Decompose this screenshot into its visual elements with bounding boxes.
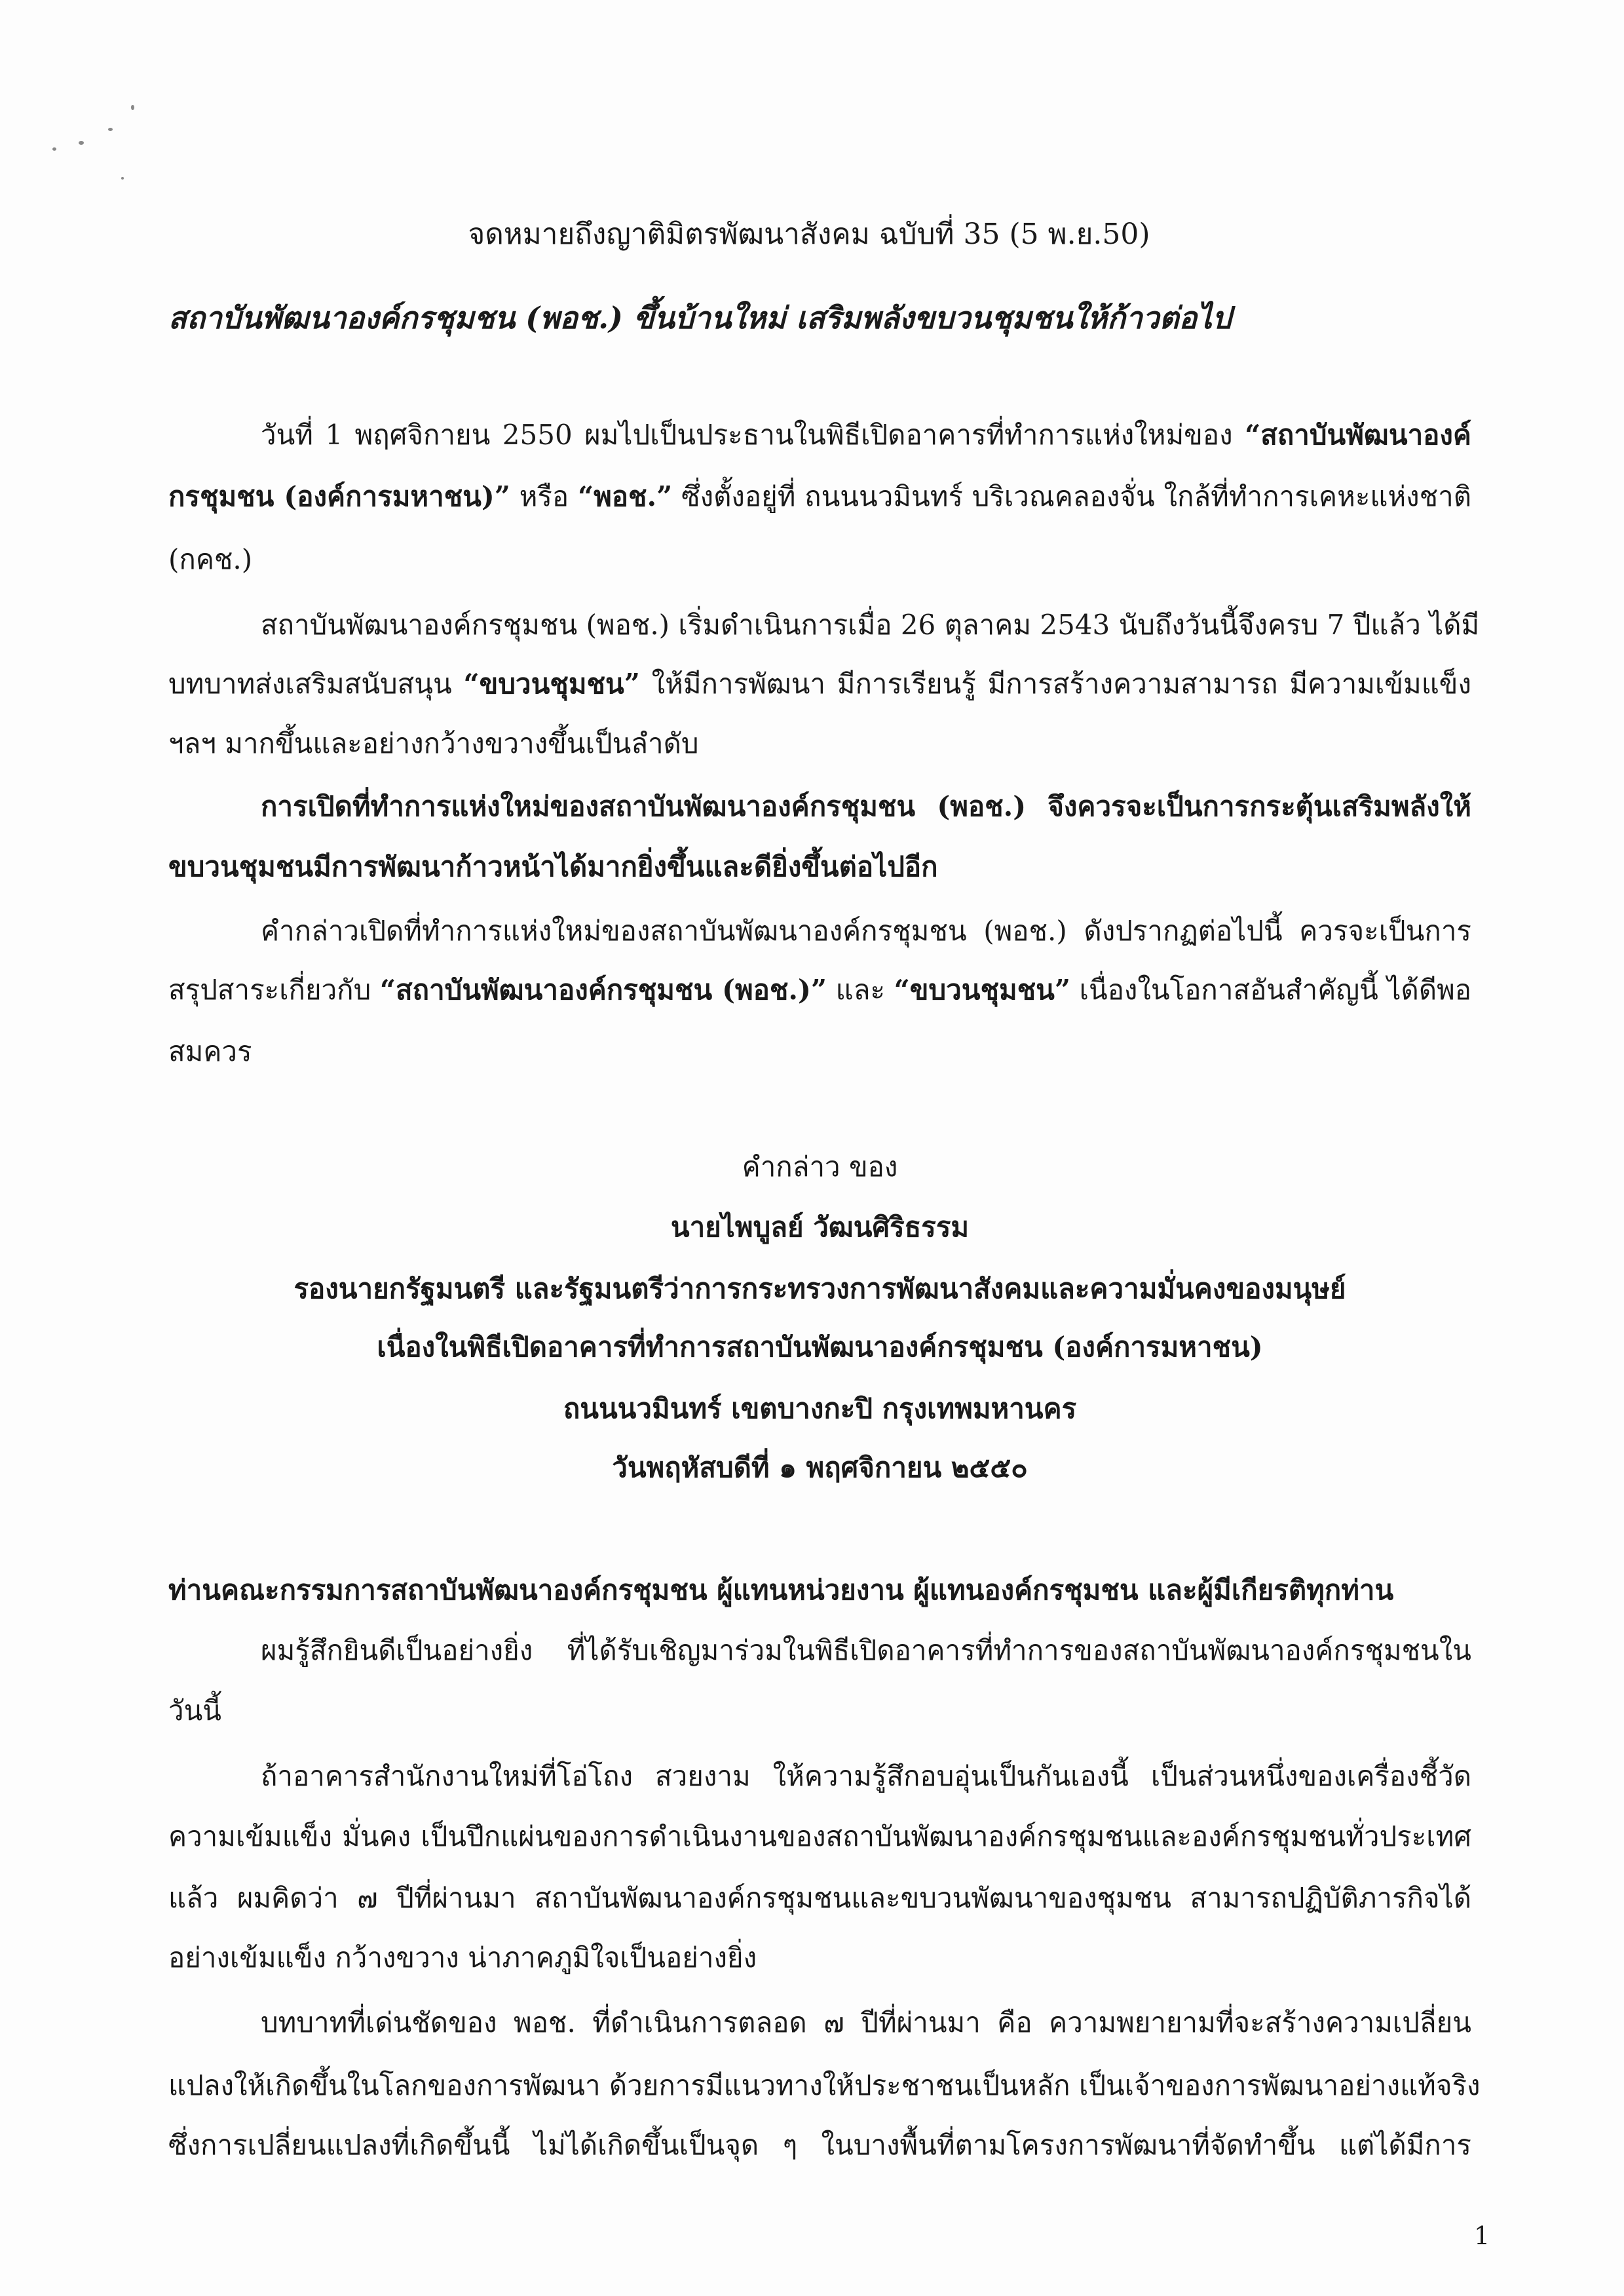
text: สมควร (168, 1035, 252, 1067)
text-line (261, 415, 1471, 455)
text: วันที่ 1 พฤศจิกายน 2550 ผมไปเป็นประธานในพิธีเปิดอาคารที่ทำการแห่งใหม่ของ (261, 419, 1245, 451)
text: ซึ่งตั้งอยู่ที่ ถนนนวมินทร์ บริเวณคลองจั่น ใกล้ที่ทำการเคหะแห่งชาติ (672, 480, 1472, 512)
scan-speck (121, 177, 124, 180)
document-subtitle: สถาบันพัฒนาองค์กรชุมชน (พอช.) ขึ้นบ้านใหม่ เสริมพลังขบวนชุมชนให้ก้าวต่อไป (168, 300, 1232, 335)
document-title: จดหมายถึงญาติมิตรพัฒนาสังคม ฉบับที่ 35 (5 พ.ย.50) (468, 218, 1150, 251)
text-line (168, 847, 1471, 887)
speech-heading-line (168, 1328, 1471, 1367)
text-line (261, 2003, 1471, 2042)
scan-speck (108, 128, 113, 131)
bold-text: “ขบวนชุมชน” (463, 668, 640, 700)
bold-text: ขบวนชุมชนมีการพัฒนาก้าวหน้าได้มากยิ่งขึ้นและดียิ่งขึ้นต่อไปอีก (168, 851, 938, 883)
text: วันนี้ (168, 1694, 222, 1727)
speech-heading-line (168, 1269, 1471, 1309)
text-line (168, 1032, 1471, 1071)
bold-text: รองนายกรัฐมนตรี และรัฐมนตรีว่าการกระทรวงการพัฒนาสังคมและความมั่นคงของมนุษย์ (293, 1272, 1346, 1305)
text-line (168, 970, 1471, 1010)
text: สรุปสาระเกี่ยวกับ (168, 974, 380, 1006)
text: ฯลฯ มากขึ้นและอย่างกว้างขวางขึ้นเป็นลำดับ (168, 727, 699, 759)
text: ซึ่งการเปลี่ยนแปลงที่เกิดขึ้นนี้ ไม่ได้เกิดขึ้นเป็นจุด ๆ ในบางพื้นที่ตามโครงการพัฒนาที่จัดทำขึ้น แต่ได้มีการ (168, 2129, 1471, 2161)
bold-text: นายไพบูลย์ วัฒนศิริธรรม (670, 1211, 970, 1243)
bold-text: ถนนนวมินทร์ เขตบางกะปิ กรุงเทพมหานคร (563, 1392, 1077, 1425)
text-line (168, 2066, 1481, 2105)
text: อย่างเข้มแข็ง กว้างขวาง น่าภาคภูมิใจเป็นอย่างยิ่ง (168, 1942, 757, 1974)
text: แล้ว ผมคิดว่า ๗ ปีที่ผ่านมา สถาบันพัฒนาองค์กรชุมชนและขบวนพัฒนาของชุมชน สามารถปฏิบัติภารกิจได้ (168, 1882, 1471, 1914)
bold-text: วันพฤหัสบดีที่ ๑ พฤศจิกายน ๒๕๕๐ (612, 1451, 1028, 1483)
scan-speck (79, 141, 84, 145)
text: ผมรู้สึกยินดีเป็นอย่างยิ่ง ที่ได้รับเชิญมาร่วมในพิธีเปิดอาคารที่ทำการของสถาบันพัฒนาองค์กรชุมชนใน (261, 1634, 1471, 1666)
text: ถ้าอาคารสำนักงานใหม่ที่โอ่โถง สวยงาม ให้ความรู้สึกอบอุ่นเป็นกันเองนี้ เป็นส่วนหนึ่งของเครื่องชี้วัด (261, 1760, 1471, 1792)
text: และ (827, 974, 894, 1006)
text: บทบาทส่งเสริมสนับสนุน (168, 668, 464, 700)
speech-heading-line (168, 1389, 1471, 1428)
text-line (168, 1691, 1471, 1731)
bold-text: การเปิดที่ทำการแห่งใหม่ของสถาบันพัฒนาองค์กรชุมชน (พอช.) จึงควรจะเป็นการกระตุ้นเสริมพลังให้ (261, 790, 1471, 822)
text-line (168, 724, 1471, 763)
text-line (168, 2126, 1471, 2165)
text-line (168, 1571, 1471, 1610)
bold-text: “ขบวนชุมชน” (894, 974, 1071, 1006)
speech-heading-line (168, 1208, 1471, 1247)
text-line (261, 787, 1471, 826)
text: ให้มีการพัฒนา มีการเรียนรู้ มีการสร้างความสามารถ มีความเข้มแข็ง (639, 668, 1471, 700)
scan-speck (52, 147, 56, 151)
text: (กคช.) (168, 543, 253, 575)
text-line (261, 1631, 1471, 1670)
text-line (168, 1938, 1471, 1978)
bold-text: “สถาบันพัฒนาองค์ (1245, 419, 1471, 451)
scan-speck (131, 105, 134, 110)
text: บทบาทที่เด่นชัดของ พอช. ที่ดำเนินการตลอด ๗ ปีที่ผ่านมา คือ ความพยายามที่จะสร้างความเปลี่ยน (261, 2006, 1471, 2038)
text: คำกล่าว ของ (742, 1151, 898, 1183)
text: ความเข้มแข็ง มั่นคง เป็นปึกแผ่นของการดำเนินงานของสถาบันพัฒนาองค์กรชุมชนและองค์กรชุมชนทั่วประเทศ (168, 1820, 1471, 1852)
text: เนื่องในโอกาสอันสำคัญนี้ ได้ดีพอ (1070, 974, 1472, 1006)
text: สถาบันพัฒนาองค์กรชุมชน (พอช.) เริ่มดำเนินการเมื่อ 26 ตุลาคม 2543 นับถึงวันนี้จึงครบ 7 ปีแล้ว ได้มี (261, 609, 1480, 641)
speech-heading-line (168, 1147, 1471, 1187)
text-line (168, 1817, 1471, 1856)
bold-text: ท่านคณะกรรมการสถาบันพัฒนาองค์กรชุมชน ผู้แทนหน่วยงาน ผู้แทนองค์กรชุมชน และผู้มีเกียรติทุกท่าน (168, 1574, 1394, 1606)
text: หรือ (510, 480, 578, 512)
text-line (168, 664, 1471, 704)
text-line (261, 1757, 1471, 1796)
page-number: 1 (1474, 2221, 1490, 2250)
bold-text: เนื่องในพิธีเปิดอาคารที่ทำการสถาบันพัฒนาองค์กรชุมชน (องค์การมหาชน) (377, 1331, 1263, 1363)
text-line (168, 540, 1471, 579)
text: คำกล่าวเปิดที่ทำการแห่งใหม่ของสถาบันพัฒนาองค์กรชุมชน (พอช.) ดังปรากฏต่อไปนี้ ควรจะเป็นการ (261, 915, 1471, 947)
text-line (168, 477, 1471, 516)
bold-text: “สถาบันพัฒนาองค์กรชุมชน (พอช.)” (379, 974, 827, 1006)
text-line (261, 605, 1480, 645)
text-line (261, 911, 1471, 951)
bold-text: “พอช.” (577, 480, 673, 512)
bold-text: กรชุมชน (องค์การมหาชน)” (168, 480, 510, 512)
speech-heading-line (168, 1448, 1471, 1487)
text: แปลงให้เกิดขึ้นในโลกของการพัฒนา ด้วยการมีแนวทางให้ประชาชนเป็นหลัก เป็นเจ้าของการพัฒนาอย่างแท้จริง (168, 2069, 1481, 2101)
text-line (168, 1879, 1471, 1918)
